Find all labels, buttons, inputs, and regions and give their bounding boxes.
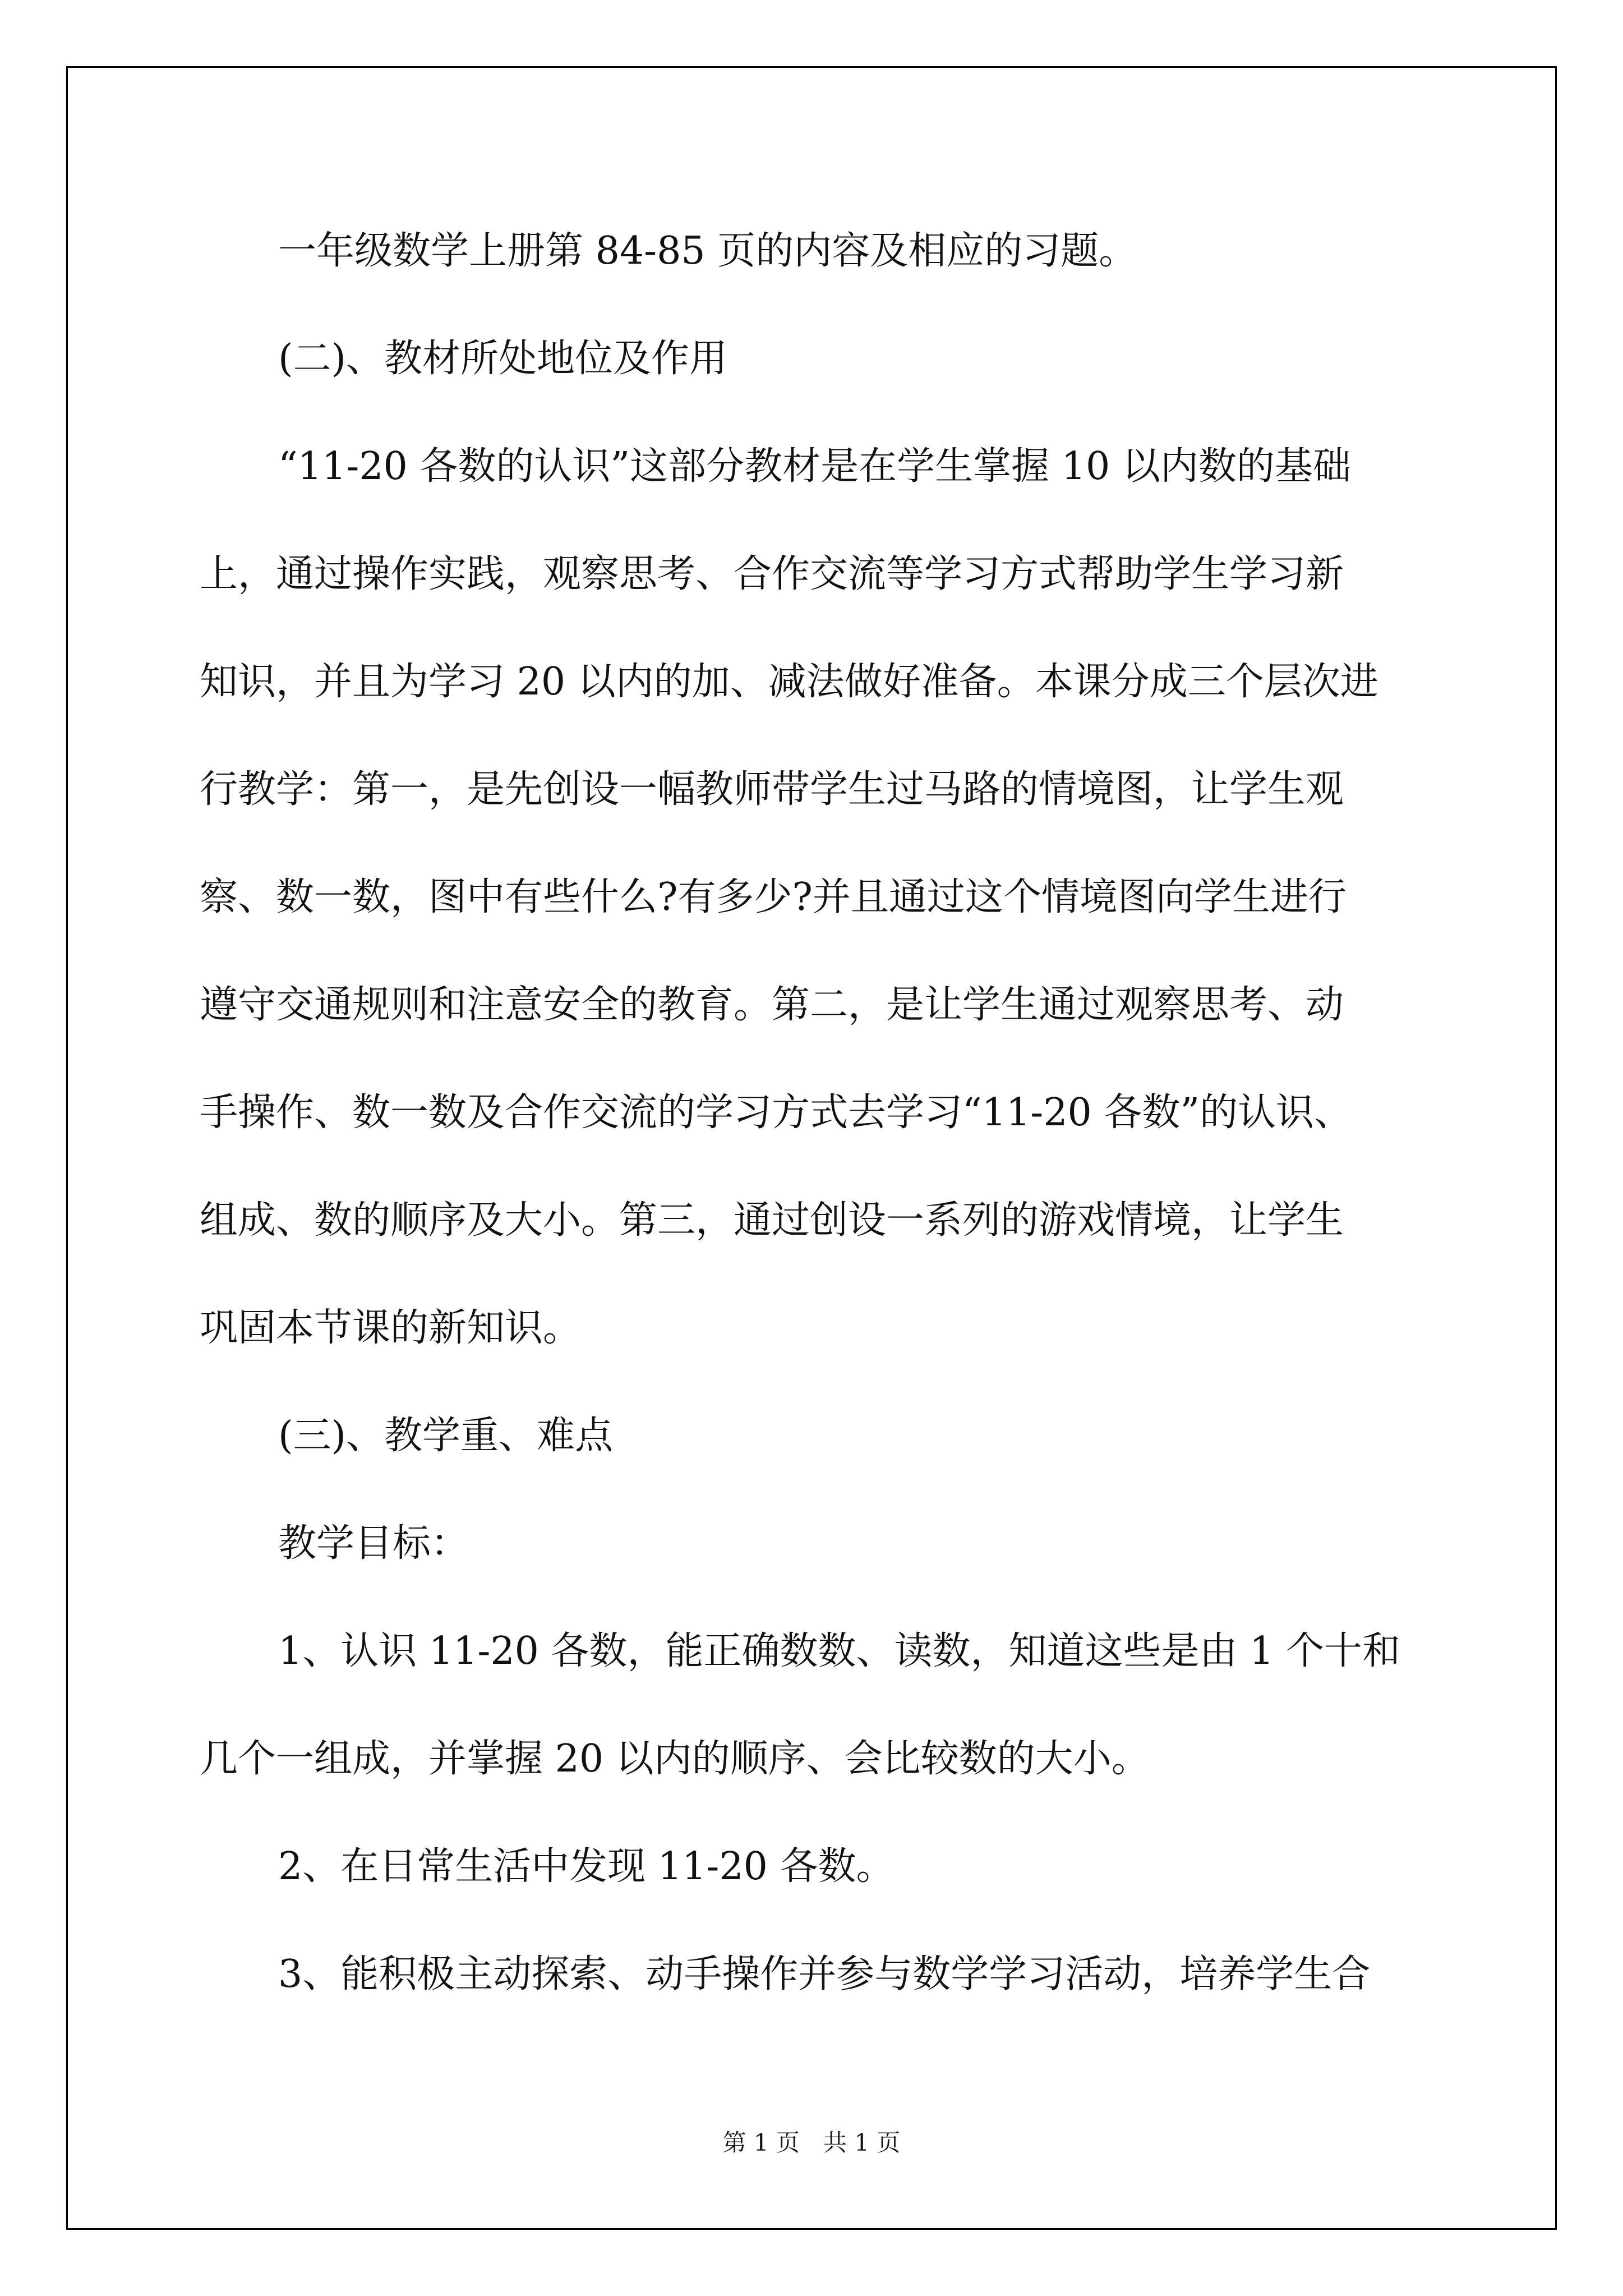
text-line-1: 一年级数学上册第 84-85 页的内容及相应的习题。: [278, 229, 1137, 273]
text-line-15: 几个一组成，并掌握 20 以内的顺序、会比较数的大小。: [200, 1737, 1150, 1781]
text-line-13: 教学目标：: [278, 1521, 469, 1566]
text-line-10: 组成、数的顺序及大小。第三，通过创设一系列的游戏情境，让学生: [200, 1198, 1344, 1243]
text-line-16: 2、在日常生活中发现 11-20 各数。: [278, 1844, 895, 1889]
text-line-5: 知识，并且为学习 20 以内的加、减法做好准备。本课分成三个层次进: [200, 660, 1378, 704]
text-line-8: 遵守交通规则和注意安全的教育。第二，是让学生通过观察思考、动: [200, 983, 1344, 1027]
text-line-11: 巩固本节课的新知识。: [200, 1306, 582, 1350]
text-line-2: (二)、教材所处地位及作用: [278, 337, 728, 381]
text-line-4: 上，通过操作实践，观察思考、合作交流等学习方式帮助学生学习新: [200, 552, 1344, 596]
text-line-7: 察、数一数，图中有些什么?有多少?并且通过这个情境图向学生进行: [200, 875, 1347, 919]
text-line-9: 手操作、数一数及合作交流的学习方式去学习“11-20 各数”的认识、: [200, 1091, 1353, 1135]
text-line-17: 3、能积极主动探索、动手操作并参与数学学习活动，培养学生合: [278, 1952, 1371, 1996]
page-border: [66, 66, 1557, 2230]
text-line-3: “11-20 各数的认识”这部分教材是在学生掌握 10 以内数的基础: [278, 444, 1351, 489]
text-line-14: 1、认识 11-20 各数，能正确数数、读数，知道这些是由 1 个十和: [278, 1629, 1401, 1673]
page-footer: 第 1 页 共 1 页: [722, 2129, 901, 2156]
text-line-6: 行教学：第一，是先创设一幅教师带学生过马路的情境图，让学生观: [200, 767, 1344, 812]
text-line-12: (三)、教学重、难点: [278, 1414, 614, 1458]
